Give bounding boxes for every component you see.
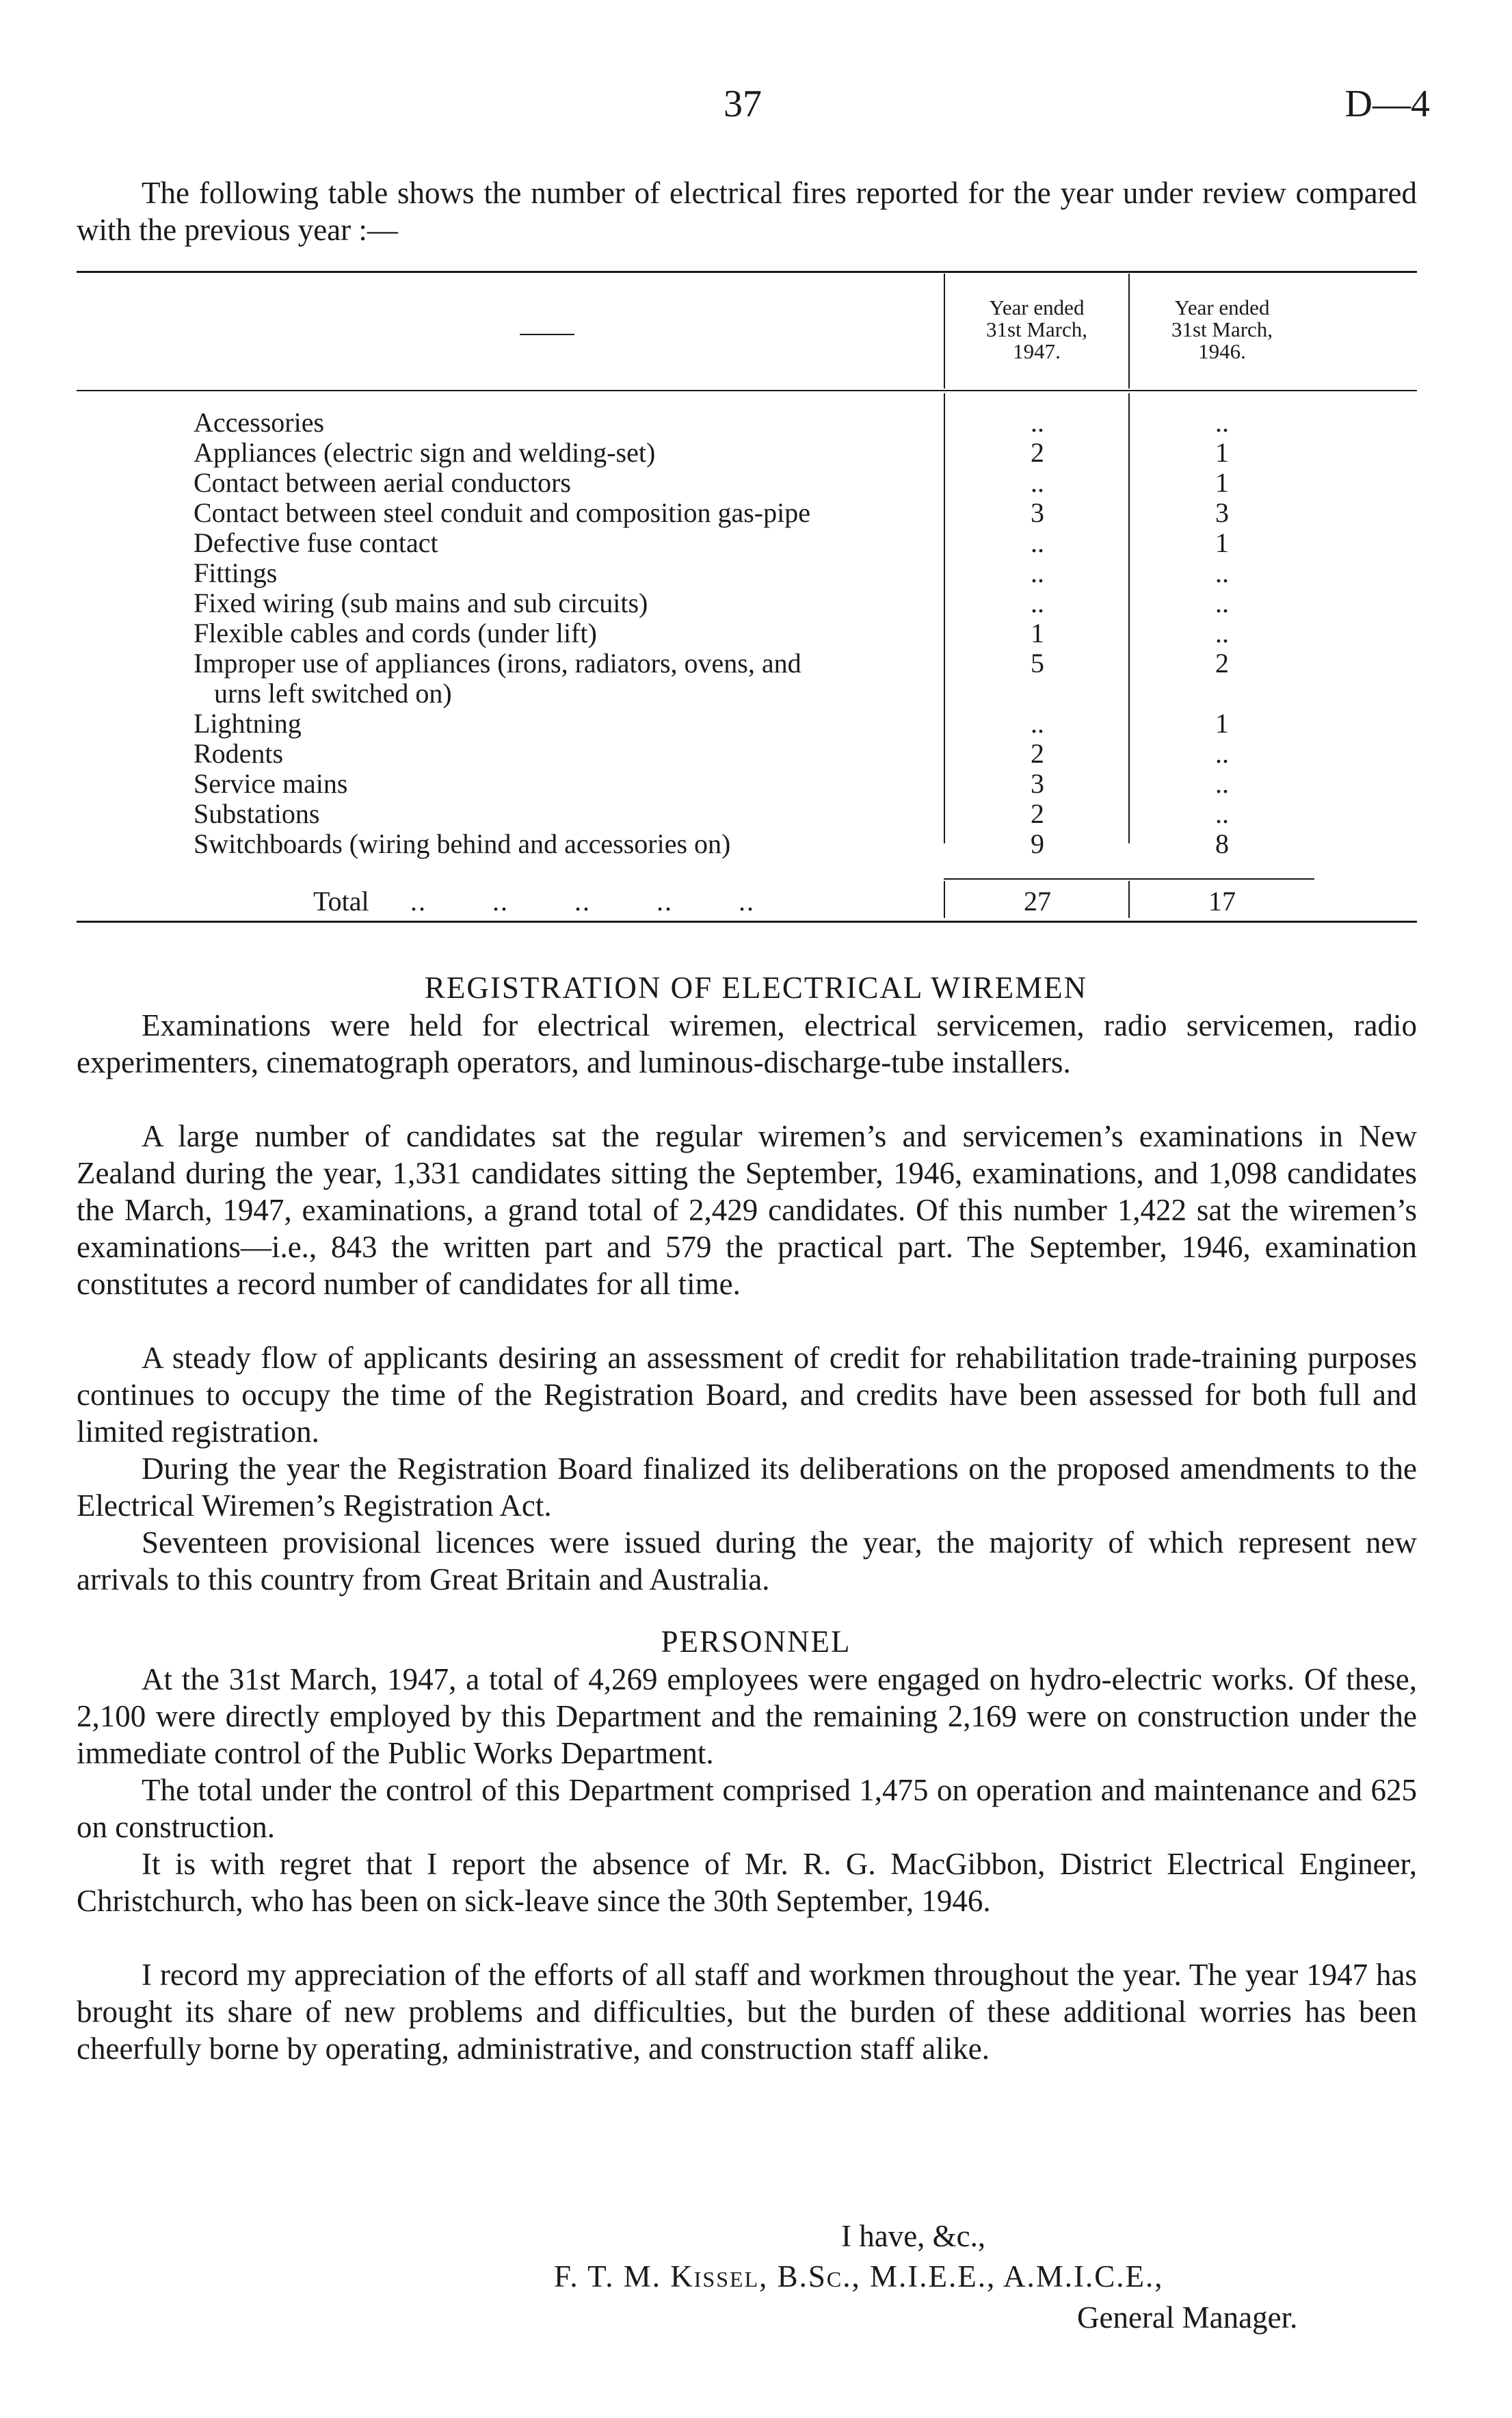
row-label-text: Improper use of appliances (irons, radiators, ovens, and [194,648,801,679]
table-cell-1947: 5 [1031,648,1044,679]
table-cell-1946: 1 [1215,467,1229,498]
registration-heading: REGISTRATION OF ELECTRICAL WIREMEN [424,971,1088,1005]
table-cell-1946: 1 [1215,708,1229,739]
personnel-paragraph: I record my appreciation of the efforts of all staff and workmen throughout the year. The year 1947 has brought its share of new problems and difficulties, but the burden of these additional worries has been cheerfully borne by operating, administrative, and construction staff alike. [77,1958,1417,2066]
table-row-label [194,468,571,498]
personnel-paragraph: At the 31st March, 1947, a total of 4,269 employees were engaged on hydro-electric works. Of these, 2,100 were directly employed by this Department and the remaining 2,169 were on construction under the immediate control of the Public Works Department. [77,1662,1417,1770]
table-row-label [194,408,324,438]
table-cell-1946: 1 [1215,527,1229,558]
table-row-label [194,588,648,618]
registration-paragraph: A large number of candidates sat the regular wiremen’s and servicemen’s examinations in New Zealand during the year, 1,331 candidates sitting the September, 1946, examinations, and 1,098 candidates the March, 1947, examinations, a grand total of 2,429 candidates. Of this number 1,422 sat the wiremen’s examinations—i.e., 843 the written part and 579 the practical part. The September, 1946, examination constitutes a record number of candidates for all time. [77,1119,1417,1301]
personnel-paragraph: It is with regret that I report the absence of Mr. R. G. MacGibbon, District Electrical Engineer, Christchurch, who has been on sick-leave since the 30th September, 1946. [77,1847,1417,1918]
row-label-text: Substations [194,798,320,829]
table-cell-1947: 3 [1031,768,1044,799]
page-header [0,82,1512,137]
total-rule [944,878,1314,880]
table-cell-1947: .. [1031,467,1044,498]
table-cell-1946: .. [1215,798,1229,829]
table-cell-1947: 3 [1031,497,1044,528]
stub-header-dash [520,334,574,335]
table-cell-1946: .. [1215,768,1229,799]
row-label-text: Service mains [194,768,348,799]
table-row-label [194,709,302,739]
table-cell-1946: 2 [1215,648,1229,679]
table-row-label [194,618,597,648]
table-cell-1946: .. [1215,618,1229,648]
table-row-label [194,438,655,468]
table-cell-1946: .. [1215,407,1229,438]
registration-paragraph: During the year the Registration Board finalized its deliberations on the proposed amendments to the Electrical Wiremen’s Registration Act. [77,1451,1417,1523]
row-label-text: Contact between aerial conductors [194,467,571,498]
row-label-text: Appliances (electric sign and welding-set) [194,437,656,468]
table-row-label [194,769,348,799]
registration-paragraph: Examinations were held for electrical wiremen, electrical servicemen, radio servicemen, radio experimenters, cinematograph operators, and luminous-discharge-tube installers. [77,1008,1417,1079]
table-cell-1946: .. [1215,557,1229,588]
table-cell-1947: .. [1031,527,1044,558]
signature-closing: I have, &c., [841,2219,986,2253]
table-row-label [194,528,438,558]
table-cell-1947: .. [1031,588,1044,618]
row-label-text: Contact between steel conduit and composition gas-pipe [194,497,810,528]
table-top-rule [77,271,1417,273]
registration-paragraph: Seventeen provisional licences were issued during the year, the majority of which represent new arrivals to this country from Great Britain and Australia. [77,1525,1417,1596]
table-cell-1947: 2 [1031,798,1044,829]
header-bottom-rule [77,390,1417,391]
personnel-heading: PERSONNEL [661,1625,851,1659]
column-header-1947: Year ended 31st March, 1947. [985,295,1088,363]
registration-paragraph: A steady flow of applicants desiring an assessment of credit for rehabilitation trade-training purposes continues to occupy the time of the Registration Board, and credits have been assessed for both full and limited registration. [77,1341,1417,1449]
table-bottom-rule [77,921,1417,923]
row-label-text: Fittings [194,557,278,588]
signature-title: General Manager. [1077,2300,1298,2335]
row-label-text: Accessories [194,407,325,438]
table-row-label [194,829,730,859]
signature-name: F. T. M. Kissel, B.Sc., M.I.E.E., A.M.I.C.E., [554,2259,1164,2294]
table-cell-1947: 9 [1031,828,1044,859]
table-row-label [194,498,810,528]
table-cell-1946: 1 [1215,437,1229,468]
total-1946: 17 [1208,886,1236,917]
row-label-text: Rodents [194,738,284,769]
table-cell-1947: 2 [1031,738,1044,769]
total-label: Total [313,886,369,917]
table-cell-1947: .. [1031,557,1044,588]
table-cell-1946: .. [1215,588,1229,618]
table-row-label [194,739,283,769]
total-1947: 27 [1024,886,1051,917]
leader-dots: .. .. .. .. .. [410,886,755,917]
table-intro: The following table shows the number of electrical fires reported for the year under review compared with the previous year :— [77,176,1417,247]
table-cell-1947: .. [1031,407,1044,438]
table-row-label [194,799,319,829]
table-cell-1947: .. [1031,708,1044,739]
row-label-continuation: urns left switched on) [214,678,452,709]
row-label-text: Flexible cables and cords (under lift) [194,618,597,648]
report-reference: D—4 [1344,83,1430,125]
column-header-1946: Year ended 31st March, 1946. [1171,295,1273,363]
personnel-paragraph: The total under the control of this Department comprised 1,475 on operation and maintenance and 625 on construction. [77,1773,1417,1844]
row-label-text: Switchboards (wiring behind and accessories on) [194,828,731,859]
table-cell-1946: .. [1215,738,1229,769]
row-label-text: Lightning [194,708,302,739]
row-label-text: Defective fuse contact [194,527,438,558]
table-cell-1946: 8 [1215,828,1229,859]
page-number: 37 [724,83,762,125]
table-cell-1946: 3 [1215,497,1229,528]
table-row-label [194,648,801,709]
table-row-label [194,558,277,588]
table-cell-1947: 2 [1031,437,1044,468]
row-label-text: Fixed wiring (sub mains and sub circuits) [194,588,648,618]
table-cell-1947: 1 [1031,618,1044,648]
